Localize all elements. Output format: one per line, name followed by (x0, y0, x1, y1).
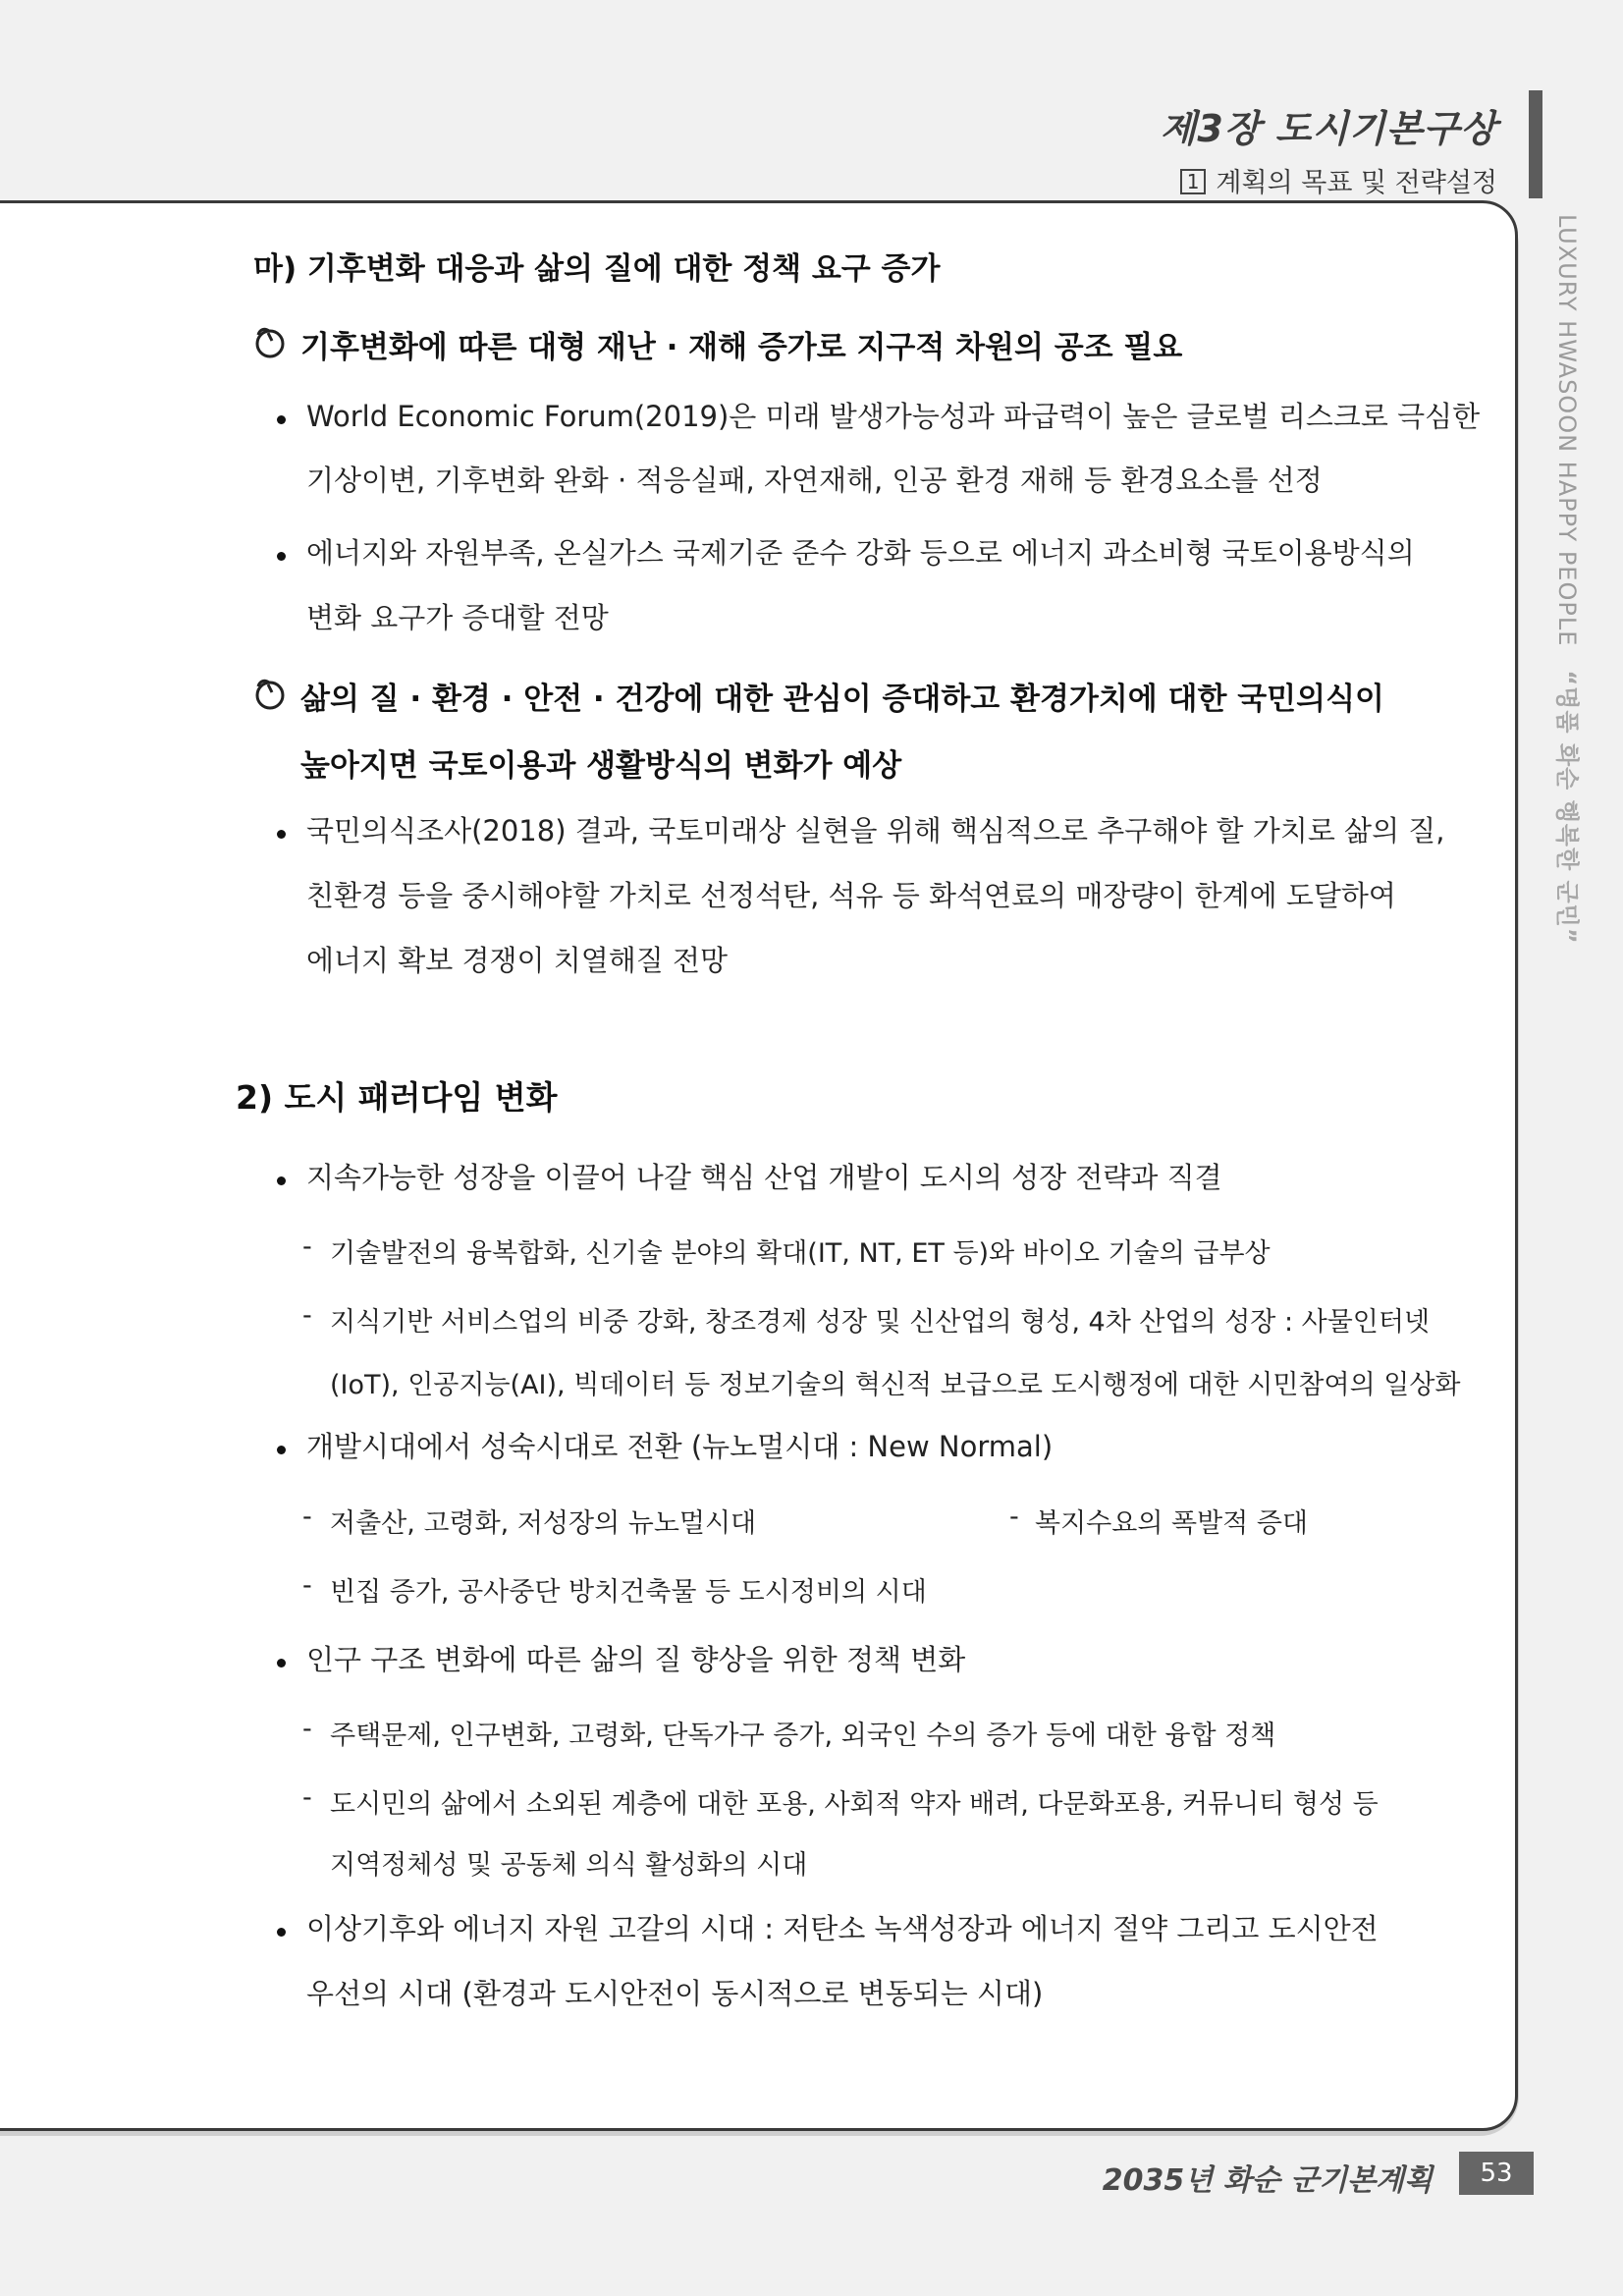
bullet-text: 국민의식조사(2018) 결과, 국토미래상 실현을 위해 핵심적으로 추구해야 할 가치로 삶의 질, (306, 814, 1445, 847)
dash-text: 지식기반 서비스업의 비중 강화, 창조경제 성장 및 신산업의 형성, 4차 산업의 성장 : 사물인터넷 (330, 1307, 1431, 1338)
bullet-text: World Economic Forum(2019)은 미래 발생가능성과 파급력이 높은 글로벌 리스크로 극심한 (306, 400, 1481, 433)
dash-text: 주택문제, 인구변화, 고령화, 단독가구 증가, 외국인 수의 증가 등에 대한 융합 정책 (330, 1721, 1276, 1751)
bullet (277, 1446, 286, 1454)
bullet-text: 인구 구조 변화에 따른 삶의 질 향상을 위한 정책 변화 (306, 1643, 966, 1676)
bullet-text-cont: 에너지 확보 경쟁이 치열해질 전망 (306, 944, 729, 977)
emphasis-text-cont: 높아지면 국토이용과 생활방식의 변화가 예상 (300, 748, 902, 784)
section-title-text: 계획의 목표 및 전략설정 (1216, 168, 1497, 198)
page-number: 53 (1459, 2152, 1534, 2195)
subsection-heading: 마) 기후변화 대응과 삶의 질에 대한 정책 요구 증가 (253, 251, 941, 287)
dash-marker: - (302, 1502, 312, 1532)
dash-marker: - (302, 1782, 312, 1813)
dash-marker: - (1009, 1502, 1019, 1532)
dash-text-cont: (IoT), 인공지능(AI), 빅데이터 등 정보기술의 혁신적 보급으로 도시행정에 대한 시민참여의 일상화 (330, 1370, 1461, 1400)
bullet (277, 830, 286, 839)
dash-marker: - (302, 1714, 312, 1744)
dash-text: 저출산, 고령화, 저성장의 뉴노멀시대 (330, 1508, 757, 1539)
dash-text: 빈집 증가, 공사중단 방치건축물 등 도시정비의 시대 (330, 1577, 927, 1608)
side-slogan-en: LUXURY HWASOON HAPPY PEOPLE (1553, 214, 1581, 647)
dash-text-cont: 지역정체성 및 공동체 의식 활성화의 시대 (330, 1850, 808, 1881)
emphasis-text: 기후변화에 따른 대형 재난 · 재해 증가로 지구적 차원의 공조 필요 (300, 330, 1183, 365)
bullet-text: 이상기후와 에너지 자원 고갈의 시대 : 저탄소 녹색성장과 에너지 절약 그리고 도시안전 (306, 1912, 1379, 1945)
bullet-text-cont: 친환경 등을 중시해야할 가치로 선정석탄, 석유 등 화석연료의 매장량이 한계에 도달하여 (306, 879, 1396, 912)
dash-text: 기술발전의 융복합화, 신기술 분야의 확대(IT, NT, ET 등)와 바이오 기술의 급부상 (330, 1238, 1271, 1269)
chapter-title: 제3장 도시기본구상 (1160, 107, 1497, 150)
bullet-text-cont: 변화 요구가 증대할 전망 (306, 601, 609, 634)
bullet-text: 개발시대에서 성숙시대로 전환 (뉴노멀시대 : New Normal) (306, 1430, 1054, 1463)
bullet (277, 1176, 286, 1185)
section-heading: 2) 도시 패러다임 변화 (236, 1078, 558, 1117)
bullet-text-cont: 기상이변, 기후변화 완화 · 적응실패, 자연재해, 인공 환경 재해 등 환경요소를 선정 (306, 464, 1323, 497)
bullet-text: 지속가능한 성장을 이끌어 나갈 핵심 산업 개발이 도시의 성장 전략과 직결 (306, 1161, 1222, 1194)
section-number-box: 1 (1180, 169, 1207, 194)
dash-marker: - (302, 1570, 312, 1601)
bullet-text-cont: 우선의 시대 (환경과 도시안전이 동시적으로 변동되는 시대) (306, 1977, 1044, 2010)
apple-icon (253, 677, 287, 710)
dash-marker: - (302, 1300, 312, 1331)
dash-text: 복지수요의 폭발적 증대 (1035, 1508, 1308, 1539)
dash-text: 도시민의 삶에서 소외된 계층에 대한 포용, 사회적 약자 배려, 다문화포용, 커뮤니티 형성 등 (330, 1789, 1379, 1820)
bullet (277, 415, 286, 424)
bullet (277, 1928, 286, 1937)
apple-icon (253, 325, 287, 358)
bullet-text: 에너지와 자원부족, 온실가스 국제기준 준수 강화 등으로 에너지 과소비형 국토이용방식의 (306, 536, 1415, 570)
footer-title: 2035년 화순 군기본계획 (1102, 2163, 1433, 2198)
emphasis-text: 삶의 질 · 환경 · 안전 · 건강에 대한 관심이 증대하고 환경가치에 대한 국민의식이 (300, 682, 1384, 717)
side-slogan-ko: “명품 화순 행복한 군민” (1553, 670, 1581, 945)
dash-marker: - (302, 1231, 312, 1262)
bullet (277, 552, 286, 561)
bullet (277, 1659, 286, 1667)
